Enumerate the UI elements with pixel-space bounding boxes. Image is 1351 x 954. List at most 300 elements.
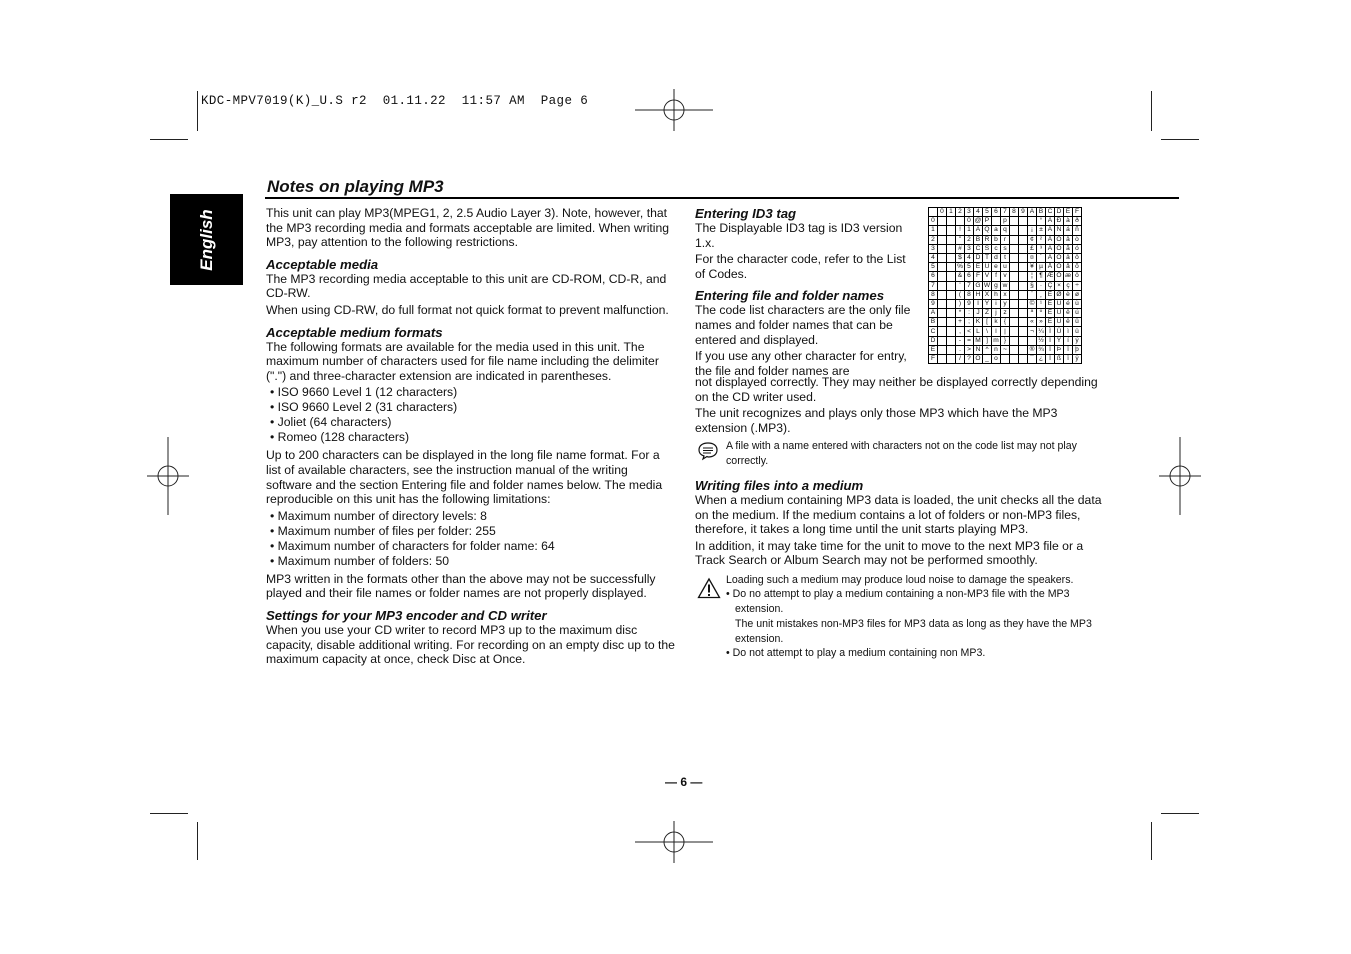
code-table-cell: ã [1064,244,1073,253]
code-table-row-header: 8 [929,290,938,299]
code-table-cell: ^ [983,345,992,354]
code-table-cell: b [992,235,1001,244]
code-table-cell: Ô [1056,254,1062,262]
code-table-cell [1019,318,1028,327]
code-table-cell: Û [1055,318,1064,327]
code-table-cell: ç [1064,281,1073,290]
code-table-cell: % [957,263,963,271]
code-table-cell [992,217,1001,226]
character-code-table [928,207,1082,364]
code-table-cell: È [1046,290,1055,299]
list-item: • Do no attempt to play a medium containing a non-MP3 file with the MP3 extension. [726,587,1105,617]
code-table-cell [938,272,947,281]
code-table-cell [1010,272,1019,281]
print-header: KDC-MPV7019(K)_U.S r2 01.11.22 11:57 AM Page 6 [201,94,589,108]
code-table-cell [938,327,947,336]
code-table-cell [947,290,956,299]
code-table-cell: { [1001,318,1010,327]
code-table-cell [947,217,956,226]
code-table-row [929,217,1082,226]
code-table-row-header: 4 [929,253,938,262]
code-table-cell: Ê [1046,309,1055,318]
code-table-row [929,318,1082,327]
code-table-cell: U [983,263,992,272]
code-table-cell: 4 [965,253,974,262]
code-table-row [929,253,1082,262]
code-table-cell: } [1001,336,1010,345]
code-table-row-header: D [929,336,938,345]
code-table-cell: Á [1046,226,1055,235]
code-table-cell: Y [983,299,992,308]
code-table-cell [956,217,965,226]
code-table-cell [947,299,956,308]
registration-mark-icon [635,803,713,881]
code-table-cell: l [992,327,1001,336]
code-table-cell: Ë [1046,318,1055,327]
code-table-cell: * [956,309,965,318]
code-table-cell [938,217,947,226]
paragraph: The MP3 recording media acceptable to this unit are CD-ROM, CD-R, and CD-RW. [266,271,667,301]
code-table-cell: v [1001,272,1010,281]
crop-mark [197,91,198,131]
code-table-row [929,263,1082,272]
code-table-cell: t [1001,253,1010,262]
caution-list [726,587,1105,617]
formats-list [266,385,676,445]
code-table-cell: C [974,244,983,253]
code-table-cell: ö [1073,272,1082,281]
code-table-row [929,281,1082,290]
code-table-cell: Å [1046,263,1055,272]
code-table-cell: à [1064,217,1073,226]
code-table-row [929,272,1082,281]
code-table-cell: Ä [1046,253,1055,262]
code-table-cell: ß [1055,355,1064,364]
code-table-column-header: B [1037,208,1046,217]
code-table-cell: M [975,336,981,344]
code-table-row [929,345,1082,354]
code-table-cell [947,281,956,290]
crop-mark [1151,91,1152,131]
code-table-column-header: 3 [965,208,974,217]
code-table-column-header: 7 [1001,208,1010,217]
code-table-cell: ¿ [1037,355,1046,364]
registration-mark-icon [1141,437,1219,515]
code-table-cell [1019,226,1028,235]
code-table-cell: c [992,244,1001,253]
code-table-cell: B [974,235,983,244]
code-table-cell: ù [1073,299,1082,308]
code-table-column-header: D [1055,208,1064,217]
language-tab-label: English [196,208,216,271]
right-column-top [695,206,917,378]
code-table-cell: N [974,345,983,354]
code-table-cell: ð [1073,217,1082,226]
code-table-cell: L [974,327,983,336]
code-table-row [929,355,1082,364]
code-table-cell: ÷ [1073,281,1082,290]
code-table-cell: õ [1073,263,1082,272]
note-speech-bubble-icon [697,441,719,461]
code-table-cell: n [992,345,1001,354]
code-table-cell: 6 [965,272,974,281]
code-table-row-header: B [929,318,938,327]
title-rule [265,197,1179,199]
code-table-cell: # [956,244,965,253]
code-table-cell [1019,217,1028,226]
code-table-column-header: 9 [1019,208,1028,217]
code-table-cell: å [1064,263,1073,272]
crop-mark [197,822,198,860]
code-table-cell: Z [983,309,992,318]
code-table-cell [947,272,956,281]
code-table-cell: Ò [1056,235,1062,243]
list-item: • ISO 9660 Level 2 (31 characters) [270,400,676,415]
code-table-cell: ª [1028,309,1037,318]
code-table-row-header: E [929,345,938,354]
code-table-cell: ½ [1038,336,1044,344]
code-table-cell [1019,355,1028,364]
code-table-cell: ~ [1001,345,1010,354]
code-table-cell [1010,244,1019,253]
paragraph: When a medium containing MP3 data is loaded, the unit checks all the data on the medium. If the medium contains a lot of folders or non-MP3 files, therefore, it takes a long time until the unit starts playing MP3. [695,492,1102,537]
code-table-cell: á [1064,226,1073,235]
code-table-cell: ² [1037,235,1046,244]
code-table-cell: Ü [1055,327,1064,336]
code-table-cell: ñ [1073,226,1082,235]
paragraph: Up to 200 characters can be displayed in the long file name format. For a list of available characters, see the instruction manual of the writing software and the section Entering file and folder names below. The media reproducible on this unit has the following limitations: [266,448,663,507]
code-table-cell: u [1001,263,1010,272]
code-table-row-header: 3 [929,244,938,253]
code-table-cell: k [992,318,1001,327]
code-table-cell: G [975,281,981,289]
list-item: • Maximum number of directory levels: 8 [270,509,676,524]
code-table-cell [947,355,956,364]
code-table-cell [938,253,947,262]
code-table-cell: É [1046,299,1055,308]
section-heading-file-names: Entering file and folder names [695,288,885,304]
code-table-cell [947,226,956,235]
code-table-cell: A [974,226,983,235]
code-table-cell: Ø [1056,290,1062,298]
code-table-cell: , [956,327,965,336]
code-table-cell [1010,299,1019,308]
code-table-cell: " [956,235,965,244]
code-table-cell: q [1001,226,1010,235]
code-table-cell: [ [983,318,992,327]
code-table-row [929,309,1082,318]
list-item: • ISO 9660 Level 1 (12 characters) [270,385,676,400]
paragraph: not displayed correctly. They may neither be displayed correctly depending on the CD writer used. [695,375,1098,404]
code-table-cell: P [983,217,992,226]
code-table-cell: Ã [1046,244,1055,253]
code-table-cell: © [1028,299,1037,308]
code-table-cell: º [1037,309,1046,318]
code-table-cell [1010,281,1019,290]
code-table-cell: i [992,299,1001,308]
code-table-cell: ë [1064,318,1073,327]
code-table-cell: + [956,318,965,327]
code-table-cell [1010,355,1019,364]
code-table-cell: 0 [965,217,974,226]
code-table-row-header: C [929,327,938,336]
code-table-cell: ¤ [1028,253,1037,262]
code-table-cell [1019,244,1028,253]
code-table-cell [1010,226,1019,235]
code-table-cell: O [975,355,981,363]
code-table-cell: W [983,281,991,289]
code-table-cell: × [1055,281,1064,290]
code-table-row [929,244,1082,253]
code-table-cell: é [1064,299,1073,308]
code-table-cell: ¶ [1037,272,1046,281]
code-table-cell [938,345,947,354]
code-table-cell: ¡ [1028,226,1037,235]
code-table-cell: Ð [1055,217,1064,226]
code-table-cell: þ [1073,345,1082,354]
code-table-cell: f [992,272,1001,281]
code-table-cell [1019,272,1028,281]
code-table-cell [1019,345,1028,354]
code-table-row-header: F [929,355,938,364]
code-table-cell: ) [956,299,965,308]
code-table-column-header: 1 [947,208,956,217]
section-heading-acceptable-media: Acceptable media [266,256,379,272]
crop-mark [150,813,188,814]
list-item: • Romeo (128 characters) [270,430,676,445]
code-table-cell: Î [1046,345,1055,354]
code-table-cell: µ [1037,263,1046,272]
code-table-cell: ® [1028,345,1037,354]
code-table-cell: d [992,253,1001,262]
code-table-cell: ê [1064,309,1073,318]
code-table-cell: y [1001,299,1010,308]
code-table-row-header: 7 [929,281,938,290]
code-table-cell: H [974,290,983,299]
code-table-header-row [929,208,1082,217]
code-table-cell [1010,235,1019,244]
code-table-cell [1028,336,1037,345]
code-table-cell: ; [965,318,974,327]
code-table-cell [938,235,947,244]
code-table-cell [1028,217,1037,226]
code-table-row-header: 1 [929,226,938,235]
code-table-cell [1019,281,1028,290]
code-table-cell [947,253,956,262]
code-table-cell: ° [1037,217,1046,226]
code-table-cell: « [1028,318,1037,327]
code-table-cell: ¯ [1028,355,1037,364]
right-column-bottom [695,375,1105,665]
code-table-cell: ¹ [1037,299,1046,308]
code-table-cell: D [974,253,983,262]
code-table-cell [1019,253,1028,262]
code-table-cell: § [1028,281,1037,290]
language-tab [170,194,243,285]
code-table-cell [947,235,956,244]
code-table-cell [947,336,956,345]
code-table-cell: 1 [965,226,974,235]
crop-mark [1151,822,1152,860]
code-table-cell: ] [983,336,992,345]
code-table-cell [1010,263,1019,272]
code-table-cell [938,263,947,272]
code-table-cell [1019,290,1028,299]
paragraph: If you use any other character for entry, the file and folder names are [695,349,907,378]
code-table-cell: û [1073,318,1082,327]
code-table-cell [1010,327,1019,336]
code-table-cell [1010,318,1019,327]
code-table-cell: ³ [1037,244,1046,253]
code-table-row-header: 6 [929,272,938,281]
code-table-cell: ä [1064,253,1073,262]
code-table-cell: V [983,272,992,281]
code-table-cell: ¬ [1028,327,1037,336]
code-table-cell: . [956,345,965,354]
code-table-cell [947,327,956,336]
code-table-cell [938,355,947,364]
code-table-cell: x [1001,290,1010,299]
paragraph: In addition, it may take time for the unit to move to the next MP3 file or a Track Search or Album Search may not be performed smoothly. [695,538,1084,568]
code-table-cell: @ [974,217,982,225]
code-table-cell: î [1064,345,1073,354]
code-table-cell: ± [1037,226,1046,235]
code-table-cell [1019,309,1028,318]
code-table-row [929,327,1082,336]
paragraph: For the character code, refer to the List of Codes. [695,252,906,281]
code-table-cell: » [1037,318,1046,327]
section-heading-settings: Settings for your MP3 encoder and CD writer [266,607,547,623]
code-table-cell [947,318,956,327]
code-table-cell [1010,253,1019,262]
code-table-cell: ó [1073,244,1082,253]
paragraph: When you use your CD writer to record MP3 up to the maximum disc capacity, disable additional writing. For recording on an empty disc up to the maximum capacity at once, check Disc at Once. [266,622,675,667]
code-table-row [929,290,1082,299]
code-table-cell [938,318,947,327]
code-table-cell: ¢ [1028,235,1037,244]
code-table-cell: ý [1073,336,1082,345]
code-table-cell: Õ [1056,263,1062,271]
code-table-column-header: 2 [956,208,965,217]
code-table-cell: £ [1028,244,1037,253]
left-column [266,206,676,669]
page-number: — 6 — [665,775,703,789]
code-table-cell: Ù [1055,299,1064,308]
code-table-cell: Í [1046,336,1055,345]
code-table-cell: Ì [1046,327,1055,336]
code-table-cell: = [965,336,974,345]
code-table-cell: g [992,281,1001,290]
code-table-column-header: 6 [992,208,1001,217]
code-table-column-header: E [1064,208,1073,217]
code-table-cell [1010,290,1019,299]
code-table-cell: z [1001,309,1010,318]
code-table-cell: a [992,226,1001,235]
warning-triangle-icon [697,577,721,599]
code-table-row-header: 9 [929,299,938,308]
code-table-cell [1001,355,1010,364]
code-table-cell: o [992,355,1001,364]
code-table-row [929,299,1082,308]
code-table-cell: Ç [1046,281,1055,290]
code-table-cell: w [1001,281,1010,290]
code-table-cell: ò [1073,235,1082,244]
code-table-cell [1019,336,1028,345]
code-table-cell: ¨ [1028,290,1037,299]
code-table-cell: 2 [965,235,974,244]
list-item: • Maximum number of files per folder: 255 [270,524,676,539]
crop-mark [150,139,188,140]
code-table-cell: ¸ [1037,290,1046,299]
code-table-cell [1019,263,1028,272]
code-table-cell: í [1064,336,1073,345]
note [695,439,1105,468]
code-table-cell [938,244,947,253]
caution-list [726,646,1105,661]
code-table-cell: e [992,263,1001,272]
code-table-cell: I [974,299,983,308]
code-table-cell [1010,217,1019,226]
code-table-cell: : [965,309,974,318]
code-table-corner [929,208,938,217]
code-table-cell: < [965,327,974,336]
code-table-cell: s [1001,244,1010,253]
list-item: • Joliet (64 characters) [270,415,676,430]
code-table-cell: T [983,253,992,262]
section-heading-id3: Entering ID3 tag [695,206,797,221]
code-table-cell: Þ [1055,345,1064,354]
code-table-cell: Q [984,226,990,234]
code-table-cell: ï [1064,355,1073,364]
code-table-cell [1019,235,1028,244]
code-table-row-header: 0 [929,217,938,226]
code-table-cell: - [956,336,965,345]
code-table-cell [947,244,956,253]
code-table-cell: · [1037,281,1046,290]
code-table-cell [938,336,947,345]
code-table-cell [947,263,956,272]
code-table-row [929,235,1082,244]
code-table-cell: ( [956,290,965,299]
section-heading-acceptable-formats: Acceptable medium formats [266,324,443,340]
code-table-cell: 7 [965,281,974,290]
crop-mark [1161,813,1199,814]
list-item: • Maximum number of characters for folder name: 64 [270,539,676,554]
code-table-cell: E [974,263,983,272]
registration-mark-icon [635,71,713,149]
code-table-cell: 3 [965,244,974,253]
code-table-cell: 8 [965,290,974,299]
code-table-cell: K [974,318,983,327]
code-table-cell: ¦ [1028,272,1037,281]
note-text: A file with a name entered with characters not on the code list may not play correctly. [726,440,1077,467]
code-table-cell: 5 [965,263,974,272]
code-table-cell [1010,345,1019,354]
code-table-cell [938,290,947,299]
code-table-column-header: C [1046,208,1055,217]
registration-mark-icon [129,437,207,515]
code-table-column-header: 8 [1010,208,1019,217]
code-table-cell [1019,299,1028,308]
code-table-cell: ? [965,355,974,364]
code-table-cell: â [1064,235,1073,244]
code-table-cell [1010,309,1019,318]
page-title: Notes on playing MP3 [267,177,444,196]
code-table-cell: ´ [1037,253,1046,262]
code-table-cell: _ [983,355,992,364]
paragraph: The code list characters are the only file names and folder names that can be entered and displayed. [695,303,911,347]
code-table-cell: ø [1073,290,1082,299]
